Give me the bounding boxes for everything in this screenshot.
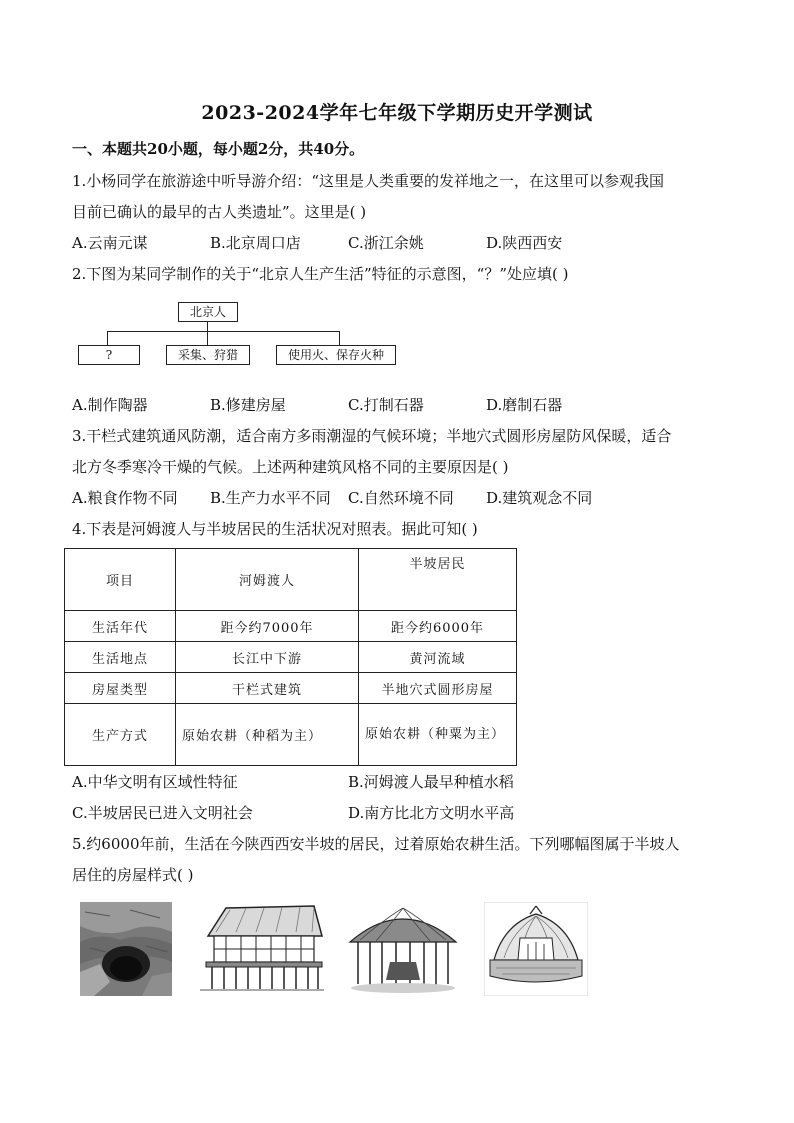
q2-option-b: B.修建房屋 xyxy=(210,396,286,414)
q1-option-b: B.北京周口店 xyxy=(210,234,301,252)
diagram-connector xyxy=(107,331,108,345)
q1-option-d: D.陕西西安 xyxy=(486,234,563,252)
table-cell: 生活地点 xyxy=(65,642,176,673)
semi-subterranean-house-image xyxy=(484,902,588,996)
q3-option-a: A.粮食作物不同 xyxy=(72,489,178,507)
q5-stem-line2: 居住的房屋样式( ) xyxy=(72,866,194,884)
table-cell: 干栏式建筑 xyxy=(176,673,359,704)
diagram-child-fire: 使用火、保存火种 xyxy=(276,345,396,365)
q2-option-a: A.制作陶器 xyxy=(72,396,148,414)
table-cell: 房屋类型 xyxy=(65,673,176,704)
table-row xyxy=(65,642,517,673)
table-cell: 生活年代 xyxy=(65,611,176,642)
q5-stem-line1: 5.约6000年前，生活在今陕西西安半坡的居民，过着原始农耕生活。下列哪幅图属于半坡人 xyxy=(72,835,680,853)
table-cell: 半地穴式圆形房屋 xyxy=(359,673,517,704)
diagram-connector xyxy=(107,331,339,332)
section-heading: 一、本题共20小题，每小题2分，共40分。 xyxy=(72,140,365,158)
table-cell: 原始农耕（种稻为主） xyxy=(176,704,359,766)
q4-stem-line1: 4.下表是河姆渡人与半坡居民的生活状况对照表。据此可知( ) xyxy=(72,520,478,538)
diagram-child-unknown: ? xyxy=(78,345,140,365)
diagram-connector xyxy=(207,321,208,331)
table-header-row xyxy=(65,549,517,611)
table-header-cell: 河姆渡人 xyxy=(176,549,359,611)
page-title: 2023-2024学年七年级下学期历史开学测试 xyxy=(201,102,593,124)
q1-stem-line1: 1.小杨同学在旅游途中听导游介绍：“这里是人类重要的发祥地之一，在这里可以参观我国 xyxy=(72,172,664,190)
q2-stem-line1: 2.下图为某同学制作的关于“北京人生产生活”特征的示意图，“？”处应填( ) xyxy=(72,265,569,283)
q1-stem-line2: 目前已确认的最早的古人类遗址”。这里是( ) xyxy=(72,203,367,221)
table-cell: 距今约7000年 xyxy=(176,611,359,642)
stilt-house-image xyxy=(196,902,326,994)
q2-option-c: C.打制石器 xyxy=(348,396,424,414)
table-cell: 原始农耕（种粟为主） xyxy=(359,704,517,766)
q3-stem-line1: 3.干栏式建筑通风防潮，适合南方多雨潮湿的气候环境；半地穴式圆形房屋防风保暖，适合 xyxy=(72,427,672,445)
diagram-child-gathering: 采集、狩猎 xyxy=(166,345,250,365)
q2-diagram xyxy=(78,302,408,372)
q2-option-d: D.磨制石器 xyxy=(486,396,563,414)
q3-option-b: B.生产力水平不同 xyxy=(210,489,331,507)
diagram-root-box: 北京人 xyxy=(178,302,238,322)
table-cell: 黄河流域 xyxy=(359,642,517,673)
table-row xyxy=(65,704,517,766)
round-hut-image xyxy=(346,902,460,994)
q3-option-c: C.自然环境不同 xyxy=(348,489,454,507)
q4-option-b: B.河姆渡人最早种植水稻 xyxy=(348,773,514,791)
q3-option-d: D.建筑观念不同 xyxy=(486,489,593,507)
q3-stem-line2: 北方冬季寒冷干燥的气候。上述两种建筑风格不同的主要原因是( ) xyxy=(72,458,509,476)
table-header-cell: 项目 xyxy=(65,549,176,611)
comparison-table xyxy=(64,548,517,766)
q4-option-d: D.南方比北方文明水平高 xyxy=(348,804,515,822)
q1-option-c: C.浙江余姚 xyxy=(348,234,424,252)
q4-option-a: A.中华文明有区域性特征 xyxy=(72,773,238,791)
cave-dwelling-image xyxy=(80,902,172,996)
table-row xyxy=(65,611,517,642)
table-cell: 生产方式 xyxy=(65,704,176,766)
table-cell: 距今约6000年 xyxy=(359,611,517,642)
diagram-connector xyxy=(207,331,208,345)
q4-option-c: C.半坡居民已进入文明社会 xyxy=(72,804,253,822)
table-row xyxy=(65,673,517,704)
table-header-cell: 半坡居民 xyxy=(359,549,517,611)
table-cell: 长江中下游 xyxy=(176,642,359,673)
q1-option-a: A.云南元谋 xyxy=(72,234,148,252)
diagram-connector xyxy=(339,331,340,345)
